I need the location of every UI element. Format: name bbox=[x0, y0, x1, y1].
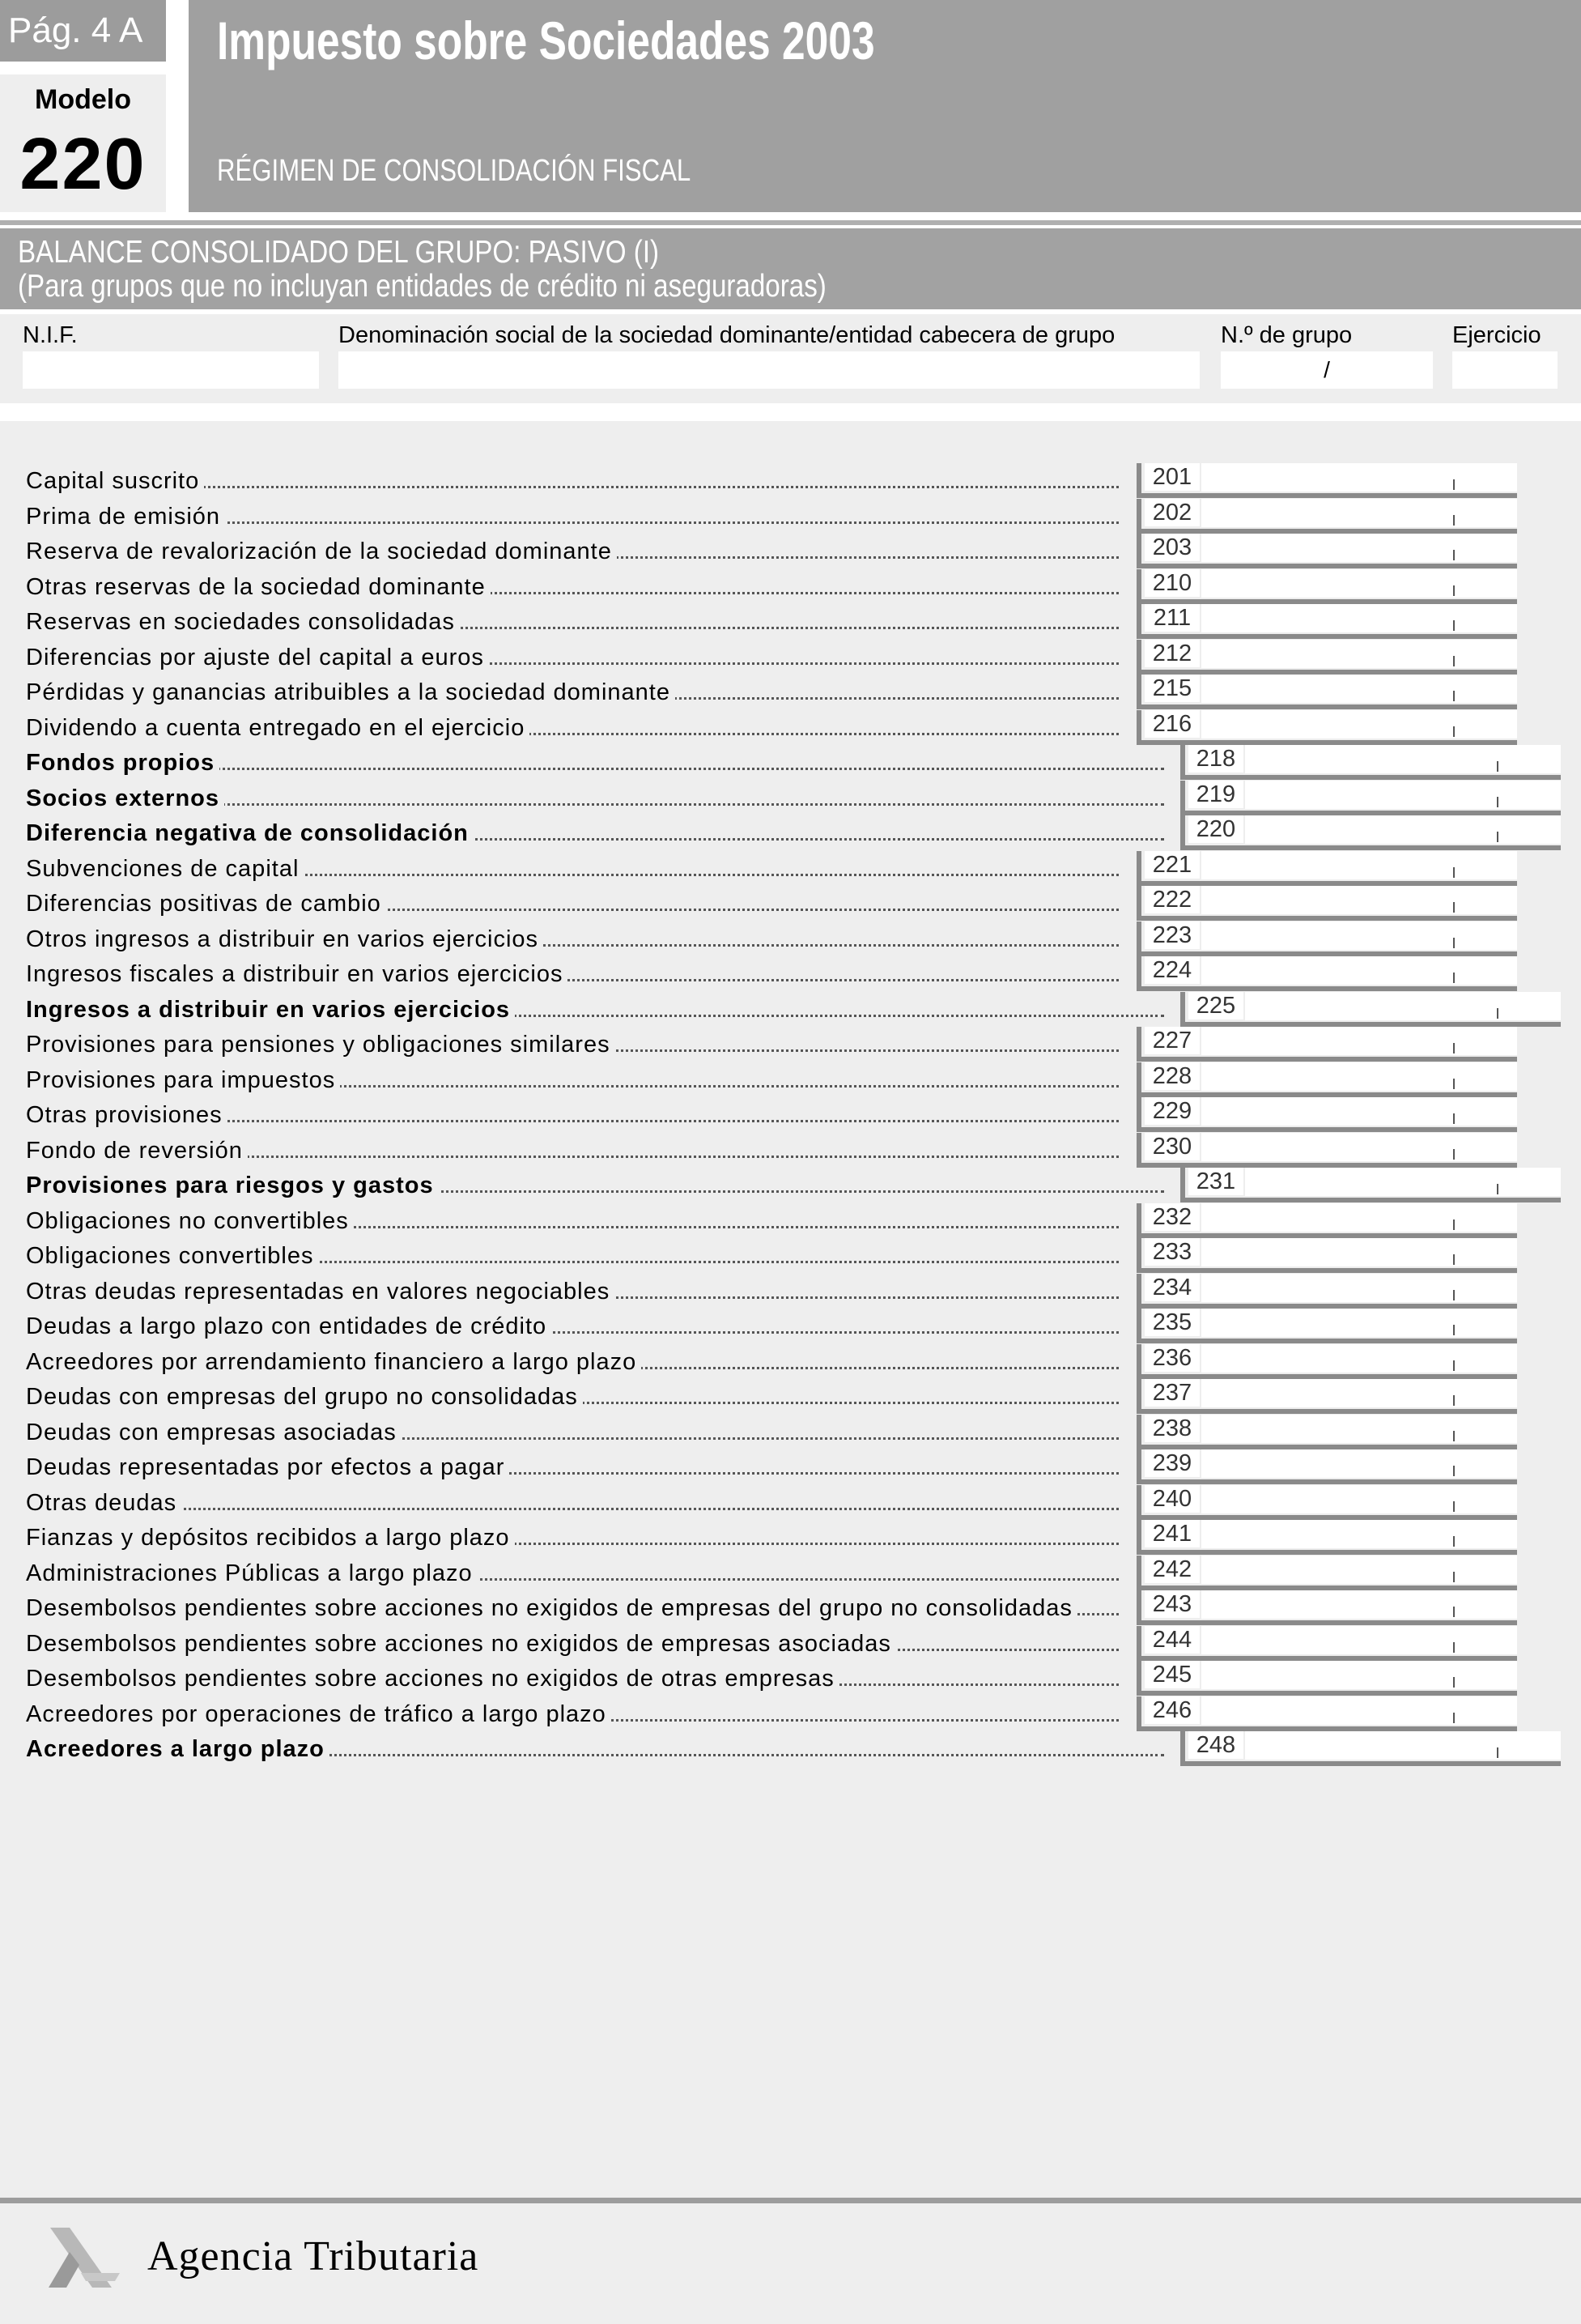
decimal-separator-mark bbox=[1453, 1572, 1455, 1582]
balance-row bbox=[0, 815, 1581, 850]
nif-field[interactable] bbox=[23, 351, 319, 389]
balance-row bbox=[0, 499, 1581, 534]
box-underline bbox=[1141, 1268, 1517, 1273]
box-code: 222 bbox=[1145, 886, 1200, 913]
decimal-separator-mark bbox=[1453, 1607, 1455, 1617]
decimal-separator-mark bbox=[1453, 1501, 1455, 1512]
decimal-separator-mark bbox=[1497, 797, 1498, 807]
box-underline bbox=[1141, 1127, 1517, 1132]
row-label: Otras deudas representadas en valores negociables bbox=[26, 1279, 614, 1305]
box-code: 210 bbox=[1145, 569, 1200, 597]
balance-row bbox=[0, 922, 1581, 956]
amount-input[interactable] bbox=[1201, 1344, 1517, 1373]
amount-input[interactable] bbox=[1201, 1520, 1517, 1548]
amount-box bbox=[1180, 745, 1561, 780]
box-code: 248 bbox=[1188, 1731, 1243, 1759]
amount-box bbox=[1137, 922, 1517, 956]
modelo-box bbox=[0, 74, 166, 212]
balance-row bbox=[0, 992, 1581, 1027]
decimal-separator-mark bbox=[1497, 761, 1498, 772]
company-name-label: Denominación social de la sociedad dominante/entidad cabecera de grupo bbox=[338, 322, 1116, 348]
footer bbox=[0, 2203, 1581, 2324]
modelo-label: Modelo bbox=[35, 84, 131, 115]
balance-row bbox=[0, 675, 1581, 709]
box-underline bbox=[1141, 1515, 1517, 1520]
box-underline bbox=[1141, 704, 1517, 709]
document-title: Impuesto sobre Sociedades 2003 bbox=[217, 11, 875, 70]
decimal-separator-mark bbox=[1453, 1149, 1455, 1160]
amount-box bbox=[1137, 1027, 1517, 1062]
row-label: Acreedores por operaciones de tráfico a largo plazo bbox=[26, 1701, 611, 1728]
decimal-separator-mark bbox=[1453, 585, 1455, 596]
box-underline bbox=[1185, 1022, 1561, 1027]
balance-row bbox=[0, 1168, 1581, 1202]
row-label: Desembolsos pendientes sobre acciones no exigidos de otras empresas bbox=[26, 1666, 839, 1692]
row-label: Fondos propios bbox=[26, 750, 219, 777]
agencia-tributaria-logo-icon bbox=[45, 2228, 120, 2294]
box-underline bbox=[1141, 1057, 1517, 1062]
row-label: Socios externos bbox=[26, 785, 224, 812]
box-underline bbox=[1141, 1374, 1517, 1379]
decimal-separator-mark bbox=[1453, 550, 1455, 560]
box-underline bbox=[1185, 811, 1561, 815]
row-label: Fianzas y depósitos recibidos a largo plazo bbox=[26, 1525, 515, 1551]
row-label: Ingresos a distribuir en varios ejercicios bbox=[26, 997, 515, 1024]
box-underline bbox=[1141, 916, 1517, 921]
box-underline bbox=[1185, 1198, 1561, 1202]
box-code: 238 bbox=[1145, 1415, 1200, 1442]
box-underline bbox=[1141, 1304, 1517, 1309]
row-label: Provisiones para impuestos bbox=[26, 1067, 340, 1094]
divider bbox=[0, 220, 1581, 225]
amount-input[interactable] bbox=[1201, 569, 1517, 598]
nif-label: N.I.F. bbox=[23, 322, 78, 348]
amount-input[interactable] bbox=[1201, 640, 1517, 668]
row-label: Deudas representadas por efectos a pagar bbox=[26, 1454, 509, 1481]
balance-row bbox=[0, 534, 1581, 568]
amount-input[interactable] bbox=[1201, 956, 1517, 985]
amount-box bbox=[1137, 640, 1517, 675]
decimal-separator-mark bbox=[1453, 1713, 1455, 1723]
balance-row bbox=[0, 1274, 1581, 1309]
amount-box bbox=[1137, 1238, 1517, 1273]
box-code: 218 bbox=[1188, 745, 1243, 773]
amount-box bbox=[1137, 1485, 1517, 1520]
amount-box bbox=[1137, 675, 1517, 709]
amount-box bbox=[1137, 604, 1517, 639]
row-label: Fondo de reversión bbox=[26, 1138, 248, 1164]
amount-input[interactable] bbox=[1245, 1168, 1561, 1196]
box-code: 224 bbox=[1145, 956, 1200, 984]
row-label: Provisiones para pensiones y obligaciones similares bbox=[26, 1032, 615, 1058]
section-title: BALANCE CONSOLIDADO DEL GRUPO: PASIVO (I) bbox=[18, 235, 660, 270]
balance-row bbox=[0, 1696, 1581, 1731]
box-code: 236 bbox=[1145, 1344, 1200, 1372]
decimal-separator-mark bbox=[1453, 620, 1455, 631]
box-underline bbox=[1141, 951, 1517, 956]
amount-box bbox=[1180, 992, 1561, 1027]
amount-input[interactable] bbox=[1201, 1661, 1517, 1689]
amount-box bbox=[1137, 1696, 1517, 1731]
balance-form bbox=[0, 421, 1581, 2198]
balance-row bbox=[0, 463, 1581, 498]
balance-row bbox=[0, 1097, 1581, 1132]
amount-input[interactable] bbox=[1201, 1062, 1517, 1091]
amount-box bbox=[1137, 1203, 1517, 1238]
balance-row bbox=[0, 604, 1581, 639]
row-label: Reserva de revalorización de la sociedad dominante bbox=[26, 538, 617, 565]
decimal-separator-mark bbox=[1453, 938, 1455, 948]
amount-input[interactable] bbox=[1245, 1731, 1561, 1760]
amount-input[interactable] bbox=[1201, 710, 1517, 738]
box-underline bbox=[1185, 845, 1561, 850]
amount-box bbox=[1137, 1379, 1517, 1414]
box-code: 246 bbox=[1145, 1696, 1200, 1724]
row-label: Acreedores a largo plazo bbox=[26, 1736, 329, 1763]
box-code: 245 bbox=[1145, 1661, 1200, 1688]
balance-row bbox=[0, 1344, 1581, 1379]
leader-dots bbox=[32, 1508, 1119, 1510]
amount-box bbox=[1137, 851, 1517, 886]
amount-input[interactable] bbox=[1201, 1203, 1517, 1232]
decimal-separator-mark bbox=[1453, 973, 1455, 983]
amount-input[interactable] bbox=[1201, 463, 1517, 492]
decimal-separator-mark bbox=[1453, 1079, 1455, 1089]
box-code: 203 bbox=[1145, 534, 1200, 561]
decimal-separator-mark bbox=[1453, 726, 1455, 737]
box-code: 219 bbox=[1188, 781, 1243, 808]
amount-input[interactable] bbox=[1201, 1133, 1517, 1161]
amount-box bbox=[1137, 1133, 1517, 1168]
balance-row bbox=[0, 1238, 1581, 1273]
box-code: 244 bbox=[1145, 1626, 1200, 1654]
box-underline bbox=[1141, 1409, 1517, 1414]
box-underline bbox=[1141, 670, 1517, 675]
box-underline bbox=[1141, 1092, 1517, 1097]
amount-input[interactable] bbox=[1245, 745, 1561, 773]
decimal-separator-mark bbox=[1453, 656, 1455, 666]
box-code: 231 bbox=[1188, 1168, 1243, 1195]
box-underline bbox=[1141, 1620, 1517, 1625]
footer-divider bbox=[0, 2198, 1581, 2203]
amount-input[interactable] bbox=[1201, 922, 1517, 950]
box-code: 212 bbox=[1145, 640, 1200, 667]
amount-input[interactable] bbox=[1201, 1097, 1517, 1126]
row-label: Otras deudas bbox=[26, 1490, 181, 1517]
title-band bbox=[189, 0, 1581, 212]
decimal-separator-mark bbox=[1453, 1395, 1455, 1406]
amount-input[interactable] bbox=[1201, 1696, 1517, 1725]
box-code: 215 bbox=[1145, 675, 1200, 702]
decimal-separator-mark bbox=[1453, 1536, 1455, 1547]
decimal-separator-mark bbox=[1453, 1290, 1455, 1300]
balance-row bbox=[0, 1556, 1581, 1590]
amount-box bbox=[1137, 1556, 1517, 1590]
decimal-separator-mark bbox=[1453, 1642, 1455, 1653]
box-underline bbox=[1141, 1339, 1517, 1343]
box-code: 225 bbox=[1188, 992, 1243, 1019]
box-code: 233 bbox=[1145, 1238, 1200, 1266]
balance-row bbox=[0, 1590, 1581, 1625]
row-label: Dividendo a cuenta entregado en el ejercicio bbox=[26, 715, 529, 742]
balance-row bbox=[0, 745, 1581, 780]
amount-input[interactable] bbox=[1201, 675, 1517, 703]
decimal-separator-mark bbox=[1453, 1219, 1455, 1230]
box-underline bbox=[1141, 1479, 1517, 1484]
amount-box bbox=[1180, 781, 1561, 815]
balance-row bbox=[0, 1485, 1581, 1520]
year-field[interactable] bbox=[1452, 351, 1558, 389]
box-underline bbox=[1141, 1656, 1517, 1661]
amount-box bbox=[1137, 956, 1517, 991]
box-underline bbox=[1141, 740, 1517, 745]
amount-input[interactable] bbox=[1201, 1449, 1517, 1478]
amount-box bbox=[1137, 1661, 1517, 1696]
amount-input[interactable] bbox=[1201, 604, 1517, 632]
row-label: Deudas a largo plazo con entidades de crédito bbox=[26, 1313, 551, 1340]
balance-row bbox=[0, 1062, 1581, 1097]
balance-row bbox=[0, 851, 1581, 886]
amount-box bbox=[1137, 1590, 1517, 1625]
amount-box bbox=[1137, 1626, 1517, 1661]
balance-row bbox=[0, 1520, 1581, 1555]
decimal-separator-mark bbox=[1453, 1677, 1455, 1688]
box-code: 232 bbox=[1145, 1203, 1200, 1231]
box-code: 235 bbox=[1145, 1309, 1200, 1336]
amount-box bbox=[1137, 1274, 1517, 1309]
decimal-separator-mark bbox=[1453, 1254, 1455, 1265]
decimal-separator-mark bbox=[1497, 1747, 1498, 1758]
amount-box bbox=[1137, 1520, 1517, 1555]
box-code: 220 bbox=[1188, 815, 1243, 843]
balance-row bbox=[0, 1449, 1581, 1484]
amount-box bbox=[1137, 886, 1517, 921]
amount-box bbox=[1137, 463, 1517, 498]
group-number-field[interactable]: / bbox=[1221, 351, 1433, 389]
row-label: Reservas en sociedades consolidadas bbox=[26, 609, 460, 636]
decimal-separator-mark bbox=[1453, 479, 1455, 490]
company-name-field[interactable] bbox=[338, 351, 1200, 389]
balance-row bbox=[0, 1203, 1581, 1238]
row-label: Otras provisiones bbox=[26, 1102, 227, 1129]
box-code: 234 bbox=[1145, 1274, 1200, 1301]
amount-input[interactable] bbox=[1201, 886, 1517, 914]
amount-input[interactable] bbox=[1245, 992, 1561, 1020]
box-underline bbox=[1141, 1233, 1517, 1238]
amount-input[interactable] bbox=[1201, 1485, 1517, 1513]
decimal-separator-mark bbox=[1453, 1466, 1455, 1476]
box-code: 239 bbox=[1145, 1449, 1200, 1477]
amount-box bbox=[1180, 1168, 1561, 1202]
balance-row bbox=[0, 1415, 1581, 1449]
decimal-separator-mark bbox=[1453, 1043, 1455, 1053]
row-label: Desembolsos pendientes sobre acciones no exigidos de empresas del grupo no consolidadas bbox=[26, 1595, 1077, 1622]
balance-row bbox=[0, 1379, 1581, 1414]
amount-box bbox=[1137, 534, 1517, 568]
balance-row bbox=[0, 1661, 1581, 1696]
box-code: 243 bbox=[1145, 1590, 1200, 1618]
balance-row bbox=[0, 1309, 1581, 1343]
amount-input[interactable] bbox=[1201, 1309, 1517, 1337]
row-label: Otras reservas de la sociedad dominante bbox=[26, 574, 491, 601]
box-underline bbox=[1141, 1691, 1517, 1696]
amount-input[interactable] bbox=[1201, 1415, 1517, 1443]
row-label: Diferencias positivas de cambio bbox=[26, 891, 386, 917]
row-label: Desembolsos pendientes sobre acciones no exigidos de empresas asociadas bbox=[26, 1631, 896, 1658]
box-code: 201 bbox=[1145, 463, 1200, 491]
box-underline bbox=[1185, 775, 1561, 780]
box-underline bbox=[1141, 986, 1517, 991]
box-code: 202 bbox=[1145, 499, 1200, 526]
amount-input[interactable] bbox=[1201, 1027, 1517, 1055]
amount-input[interactable] bbox=[1201, 1379, 1517, 1407]
page-number: Pág. 4 A bbox=[0, 0, 166, 62]
row-label: Ingresos fiscales a distribuir en varios ejercicios bbox=[26, 961, 567, 988]
box-code: 221 bbox=[1145, 851, 1200, 879]
row-label: Deudas con empresas asociadas bbox=[26, 1420, 402, 1446]
amount-input[interactable] bbox=[1201, 1626, 1517, 1654]
box-underline bbox=[1141, 1586, 1517, 1590]
amount-box bbox=[1137, 1449, 1517, 1484]
balance-row bbox=[0, 1027, 1581, 1062]
decimal-separator-mark bbox=[1453, 515, 1455, 526]
document-subtitle: RÉGIMEN DE CONSOLIDACIÓN FISCAL bbox=[217, 154, 691, 188]
box-code: 228 bbox=[1145, 1062, 1200, 1090]
amount-box bbox=[1180, 815, 1561, 850]
box-underline bbox=[1141, 1550, 1517, 1555]
decimal-separator-mark bbox=[1453, 1431, 1455, 1441]
decimal-separator-mark bbox=[1497, 1008, 1498, 1019]
amount-box bbox=[1137, 1344, 1517, 1379]
amount-box bbox=[1137, 1062, 1517, 1097]
box-underline bbox=[1141, 529, 1517, 534]
amount-box bbox=[1137, 1415, 1517, 1449]
box-code: 229 bbox=[1145, 1097, 1200, 1125]
amount-box bbox=[1180, 1731, 1561, 1766]
box-code: 237 bbox=[1145, 1379, 1200, 1407]
box-code: 223 bbox=[1145, 922, 1200, 949]
group-number-label: N.º de grupo bbox=[1221, 322, 1353, 348]
decimal-separator-mark bbox=[1453, 867, 1455, 878]
amount-input[interactable] bbox=[1201, 499, 1517, 527]
row-label: Obligaciones convertibles bbox=[26, 1243, 318, 1270]
row-label: Obligaciones no convertibles bbox=[26, 1208, 354, 1235]
row-label: Otros ingresos a distribuir en varios ejercicios bbox=[26, 926, 543, 953]
decimal-separator-mark bbox=[1453, 1113, 1455, 1124]
box-underline bbox=[1141, 599, 1517, 604]
box-underline bbox=[1141, 634, 1517, 639]
decimal-separator-mark bbox=[1453, 1325, 1455, 1335]
row-label: Diferencia negativa de consolidación bbox=[26, 820, 474, 847]
box-underline bbox=[1141, 493, 1517, 498]
row-label: Provisiones para riesgos y gastos bbox=[26, 1173, 439, 1199]
modelo-number: 220 bbox=[19, 124, 147, 205]
box-underline bbox=[1141, 1163, 1517, 1168]
identification-section bbox=[0, 314, 1581, 403]
year-label: Ejercicio bbox=[1452, 322, 1541, 348]
amount-box bbox=[1137, 499, 1517, 534]
box-underline bbox=[1185, 1761, 1561, 1766]
row-label: Subvenciones de capital bbox=[26, 856, 304, 883]
amount-box bbox=[1137, 569, 1517, 604]
amount-input[interactable] bbox=[1245, 781, 1561, 809]
amount-input[interactable] bbox=[1201, 534, 1517, 562]
row-label: Prima de emisión bbox=[26, 504, 225, 530]
balance-row bbox=[0, 710, 1581, 745]
balance-row bbox=[0, 569, 1581, 604]
row-label: Pérdidas y ganancias atribuibles a la sociedad dominante bbox=[26, 679, 675, 706]
box-code: 216 bbox=[1145, 710, 1200, 738]
row-label: Deudas con empresas del grupo no consolidadas bbox=[26, 1384, 583, 1411]
amount-box bbox=[1137, 710, 1517, 745]
amount-box bbox=[1137, 1097, 1517, 1132]
box-underline bbox=[1141, 564, 1517, 568]
balance-row bbox=[0, 886, 1581, 921]
box-code: 227 bbox=[1145, 1027, 1200, 1054]
section-subtitle: (Para grupos que no incluyan entidades de crédito ni aseguradoras) bbox=[18, 269, 827, 304]
box-code: 230 bbox=[1145, 1133, 1200, 1160]
box-code: 241 bbox=[1145, 1520, 1200, 1547]
balance-row bbox=[0, 781, 1581, 815]
balance-row bbox=[0, 1626, 1581, 1661]
decimal-separator-mark bbox=[1453, 902, 1455, 913]
box-underline bbox=[1141, 1445, 1517, 1449]
agency-name: Agencia Tributaria bbox=[147, 2233, 479, 2279]
balance-row bbox=[0, 1731, 1581, 1766]
box-code: 211 bbox=[1145, 604, 1200, 632]
row-label: Capital suscrito bbox=[26, 468, 204, 495]
amount-input[interactable] bbox=[1201, 1590, 1517, 1619]
section-header bbox=[0, 228, 1581, 309]
amount-input[interactable] bbox=[1245, 815, 1561, 844]
box-code: 242 bbox=[1145, 1556, 1200, 1583]
decimal-separator-mark bbox=[1497, 1184, 1498, 1194]
decimal-separator-mark bbox=[1453, 1360, 1455, 1371]
row-label: Acreedores por arrendamiento financiero a largo plazo bbox=[26, 1349, 641, 1376]
row-label: Administraciones Públicas a largo plazo bbox=[26, 1560, 478, 1587]
box-code: 240 bbox=[1145, 1485, 1200, 1513]
balance-row bbox=[0, 640, 1581, 675]
amount-input[interactable] bbox=[1201, 851, 1517, 879]
amount-input[interactable] bbox=[1201, 1556, 1517, 1584]
decimal-separator-mark bbox=[1497, 832, 1498, 842]
decimal-separator-mark bbox=[1453, 691, 1455, 701]
balance-row bbox=[0, 956, 1581, 991]
amount-input[interactable] bbox=[1201, 1238, 1517, 1266]
balance-row bbox=[0, 1133, 1581, 1168]
box-underline bbox=[1141, 1726, 1517, 1731]
amount-input[interactable] bbox=[1201, 1274, 1517, 1302]
amount-box bbox=[1137, 1309, 1517, 1343]
box-underline bbox=[1141, 881, 1517, 886]
row-label: Diferencias por ajuste del capital a euros bbox=[26, 645, 489, 671]
